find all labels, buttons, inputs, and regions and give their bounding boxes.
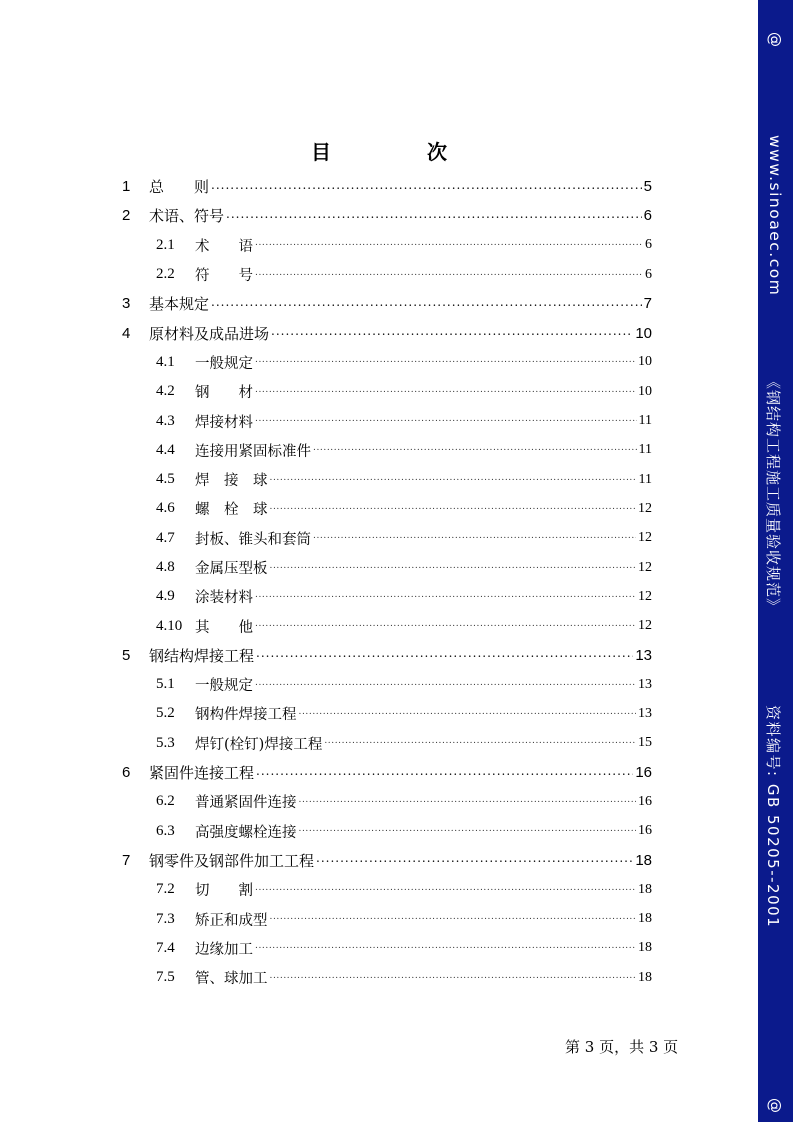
toc-entry-number: 7.5 bbox=[156, 969, 175, 986]
toc-entry-label: 总 则 bbox=[149, 178, 210, 197]
toc-dot-leader bbox=[270, 475, 637, 489]
toc-entry-page-number: 6 bbox=[645, 266, 652, 282]
toc-entry-number: 2.1 bbox=[156, 236, 175, 253]
toc-dot-leader bbox=[255, 680, 636, 694]
toc-chapter-entry[interactable] bbox=[120, 846, 652, 875]
toc-entry-number: 4.4 bbox=[156, 441, 175, 458]
toc-title: 目 次 bbox=[311, 140, 485, 164]
toc-entry-page-number: 13 bbox=[635, 646, 652, 664]
toc-entry-label: 金属压型板 bbox=[195, 561, 268, 577]
toc-entry-label: 符 号 bbox=[195, 268, 253, 285]
toc-dot-leader bbox=[316, 855, 633, 869]
toc-entry-number: 6.2 bbox=[156, 793, 175, 810]
toc-entry-label: 焊钉(栓钉)焊接工程 bbox=[195, 736, 323, 753]
toc-entry-page-number: 18 bbox=[638, 881, 652, 897]
toc-dot-leader bbox=[256, 768, 633, 782]
toc-section-entry[interactable] bbox=[120, 524, 652, 553]
toc-section-entry[interactable] bbox=[120, 494, 652, 523]
toc-entry-number: 5.2 bbox=[156, 705, 175, 722]
toc-section-entry[interactable] bbox=[120, 582, 652, 611]
toc-chapter-entry[interactable] bbox=[120, 289, 652, 318]
toc-section-entry[interactable] bbox=[120, 875, 652, 904]
toc-dot-leader bbox=[271, 328, 633, 342]
toc-section-entry[interactable] bbox=[120, 699, 652, 728]
toc-entry-page-number: 16 bbox=[638, 793, 652, 809]
toc-chapter-entry[interactable] bbox=[120, 641, 652, 670]
toc-entry-number: 5.1 bbox=[156, 676, 175, 693]
toc-entry-number: 4.10 bbox=[156, 617, 183, 634]
toc-entry-page-number: 13 bbox=[638, 676, 652, 692]
watermark-sidebar bbox=[758, 0, 793, 1122]
toc-entry-page-number: 6 bbox=[643, 207, 652, 225]
toc-dot-leader bbox=[313, 533, 636, 547]
toc-entry-number: 7 bbox=[122, 851, 131, 869]
sidebar-book-title: 《钢结构工程施工质量验收规范》 bbox=[764, 374, 782, 615]
toc-entry-label: 原材料及成品进场 bbox=[149, 324, 270, 343]
toc-dot-leader bbox=[299, 709, 637, 723]
toc-list bbox=[120, 172, 652, 992]
toc-entry-label: 边缘加工 bbox=[195, 941, 253, 958]
toc-entry-page-number: 11 bbox=[638, 413, 652, 429]
toc-dot-leader bbox=[270, 563, 637, 577]
toc-section-entry[interactable] bbox=[120, 260, 652, 289]
toc-dot-leader bbox=[255, 885, 636, 899]
toc-chapter-entry[interactable] bbox=[120, 201, 652, 230]
toc-entry-label: 焊 接 球 bbox=[195, 473, 268, 490]
toc-dot-leader bbox=[299, 797, 637, 811]
toc-entry-page-number: 10 bbox=[635, 324, 652, 342]
toc-entry-page-number: 6 bbox=[645, 237, 652, 253]
toc-entry-number: 7.4 bbox=[156, 939, 175, 956]
toc-entry-label: 连接用紧固标准件 bbox=[195, 443, 311, 460]
toc-section-entry[interactable] bbox=[120, 611, 652, 640]
toc-entry-label: 封板、锥头和套筒 bbox=[195, 531, 311, 548]
toc-dot-leader bbox=[255, 387, 636, 401]
toc-dot-leader bbox=[211, 299, 642, 313]
toc-entry-number: 5 bbox=[122, 646, 131, 664]
toc-entry-page-number: 12 bbox=[638, 530, 652, 546]
toc-section-entry[interactable] bbox=[120, 465, 652, 494]
toc-entry-number: 4.7 bbox=[156, 529, 175, 546]
toc-dot-leader bbox=[255, 240, 643, 254]
toc-entry-number: 7.2 bbox=[156, 881, 175, 898]
toc-dot-leader bbox=[226, 211, 642, 225]
toc-dot-leader bbox=[255, 357, 636, 371]
toc-entry-label: 钢结构焊接工程 bbox=[149, 646, 255, 665]
toc-entry-page-number: 7 bbox=[643, 295, 652, 313]
toc-dot-leader bbox=[324, 738, 636, 752]
toc-dot-leader bbox=[313, 445, 637, 459]
toc-entry-number: 4.9 bbox=[156, 588, 175, 605]
toc-section-entry[interactable] bbox=[120, 231, 652, 260]
toc-entry-number: 3 bbox=[122, 295, 131, 313]
toc-entry-number: 4 bbox=[122, 324, 131, 342]
toc-entry-page-number: 16 bbox=[635, 764, 652, 782]
toc-entry-label: 钢构件焊接工程 bbox=[195, 707, 297, 724]
toc-entry-label: 螺 栓 球 bbox=[195, 502, 268, 519]
toc-section-entry[interactable] bbox=[120, 904, 652, 933]
toc-dot-leader bbox=[255, 416, 637, 430]
toc-dot-leader bbox=[255, 943, 636, 957]
toc-entry-label: 术 语 bbox=[195, 238, 253, 255]
toc-entry-number: 6 bbox=[122, 764, 131, 782]
toc-entry-number: 2.2 bbox=[156, 266, 175, 283]
toc-entry-label: 矫正和成型 bbox=[195, 912, 268, 929]
toc-entry-number: 4.6 bbox=[156, 500, 175, 517]
toc-entry-label: 基本规定 bbox=[149, 295, 210, 314]
toc-entry-page-number: 10 bbox=[638, 354, 652, 370]
toc-dot-leader bbox=[255, 621, 636, 635]
sidebar-at-symbol-bottom: @ bbox=[766, 1098, 784, 1113]
toc-entry-number: 4.5 bbox=[156, 471, 175, 488]
toc-entry-page-number: 12 bbox=[638, 500, 652, 516]
toc-entry-label: 术语、符号 bbox=[149, 207, 225, 226]
toc-section-entry[interactable] bbox=[120, 348, 652, 377]
toc-section-entry[interactable] bbox=[120, 377, 652, 406]
toc-chapter-entry[interactable] bbox=[120, 172, 652, 201]
toc-chapter-entry[interactable] bbox=[120, 758, 652, 787]
toc-entry-page-number: 11 bbox=[638, 442, 652, 458]
toc-entry-label: 紧固件连接工程 bbox=[149, 764, 255, 783]
sidebar-url[interactable]: www.sinoaec.com bbox=[766, 135, 784, 297]
toc-entry-number: 2 bbox=[122, 207, 131, 225]
toc-dot-leader bbox=[211, 182, 642, 196]
toc-entry-label: 高强度螺栓连接 bbox=[195, 824, 297, 841]
toc-entry-page-number: 11 bbox=[638, 471, 652, 487]
toc-entry-label: 其 他 bbox=[195, 619, 253, 636]
toc-entry-label: 普通紧固件连接 bbox=[195, 795, 297, 812]
toc-dot-leader bbox=[299, 826, 637, 840]
toc-entry-page-number: 18 bbox=[638, 940, 652, 956]
toc-entry-page-number: 10 bbox=[638, 383, 652, 399]
toc-entry-page-number: 16 bbox=[638, 823, 652, 839]
sidebar-doc-code: 资料编号: GB 50205--2001 bbox=[764, 705, 782, 929]
toc-section-entry[interactable] bbox=[120, 934, 652, 963]
toc-dot-leader bbox=[255, 270, 643, 284]
toc-dot-leader bbox=[270, 914, 637, 928]
page-footer: 第 3 页，共 3 页 bbox=[565, 1038, 679, 1056]
toc-section-entry[interactable] bbox=[120, 787, 652, 816]
toc-entry-number: 4.3 bbox=[156, 412, 175, 429]
toc-dot-leader bbox=[256, 650, 633, 664]
toc-entry-page-number: 12 bbox=[638, 559, 652, 575]
toc-entry-number: 6.3 bbox=[156, 822, 175, 839]
toc-entry-label: 涂装材料 bbox=[195, 590, 253, 607]
sidebar-at-symbol-top: @ bbox=[766, 32, 784, 47]
toc-chapter-entry[interactable] bbox=[120, 318, 652, 347]
toc-dot-leader bbox=[255, 592, 636, 606]
toc-entry-page-number: 18 bbox=[635, 851, 652, 869]
toc-entry-label: 切 割 bbox=[195, 883, 253, 900]
toc-section-entry[interactable] bbox=[120, 817, 652, 846]
toc-section-entry[interactable] bbox=[120, 729, 652, 758]
toc-dot-leader bbox=[270, 973, 637, 987]
toc-entry-number: 4.1 bbox=[156, 353, 175, 370]
toc-entry-number: 1 bbox=[122, 178, 131, 196]
toc-entry-page-number: 13 bbox=[638, 705, 652, 721]
toc-entry-label: 一般规定 bbox=[195, 355, 253, 372]
toc-entry-page-number: 18 bbox=[638, 911, 652, 927]
toc-entry-label: 一般规定 bbox=[195, 678, 253, 695]
toc-entry-page-number: 15 bbox=[638, 735, 652, 751]
toc-entry-label: 焊接材料 bbox=[195, 414, 253, 431]
toc-entry-number: 4.8 bbox=[156, 559, 175, 575]
toc-entry-page-number: 12 bbox=[638, 588, 652, 604]
toc-section-entry[interactable] bbox=[120, 553, 652, 582]
toc-dot-leader bbox=[270, 504, 637, 518]
toc-entry-label: 钢 材 bbox=[195, 385, 253, 402]
toc-section-entry[interactable] bbox=[120, 963, 652, 992]
toc-entry-page-number: 5 bbox=[643, 178, 652, 196]
toc-entry-number: 7.3 bbox=[156, 910, 175, 927]
toc-entry-label: 管、球加工 bbox=[195, 971, 268, 988]
toc-entry-page-number: 18 bbox=[638, 969, 652, 985]
toc-entry-number: 4.2 bbox=[156, 383, 175, 400]
toc-entry-page-number: 12 bbox=[638, 618, 652, 634]
toc-entry-label: 钢零件及钢部件加工工程 bbox=[149, 851, 315, 870]
toc-section-entry[interactable] bbox=[120, 406, 652, 435]
toc-entry-number: 5.3 bbox=[156, 734, 175, 751]
toc-section-entry[interactable] bbox=[120, 436, 652, 465]
toc-section-entry[interactable] bbox=[120, 670, 652, 699]
